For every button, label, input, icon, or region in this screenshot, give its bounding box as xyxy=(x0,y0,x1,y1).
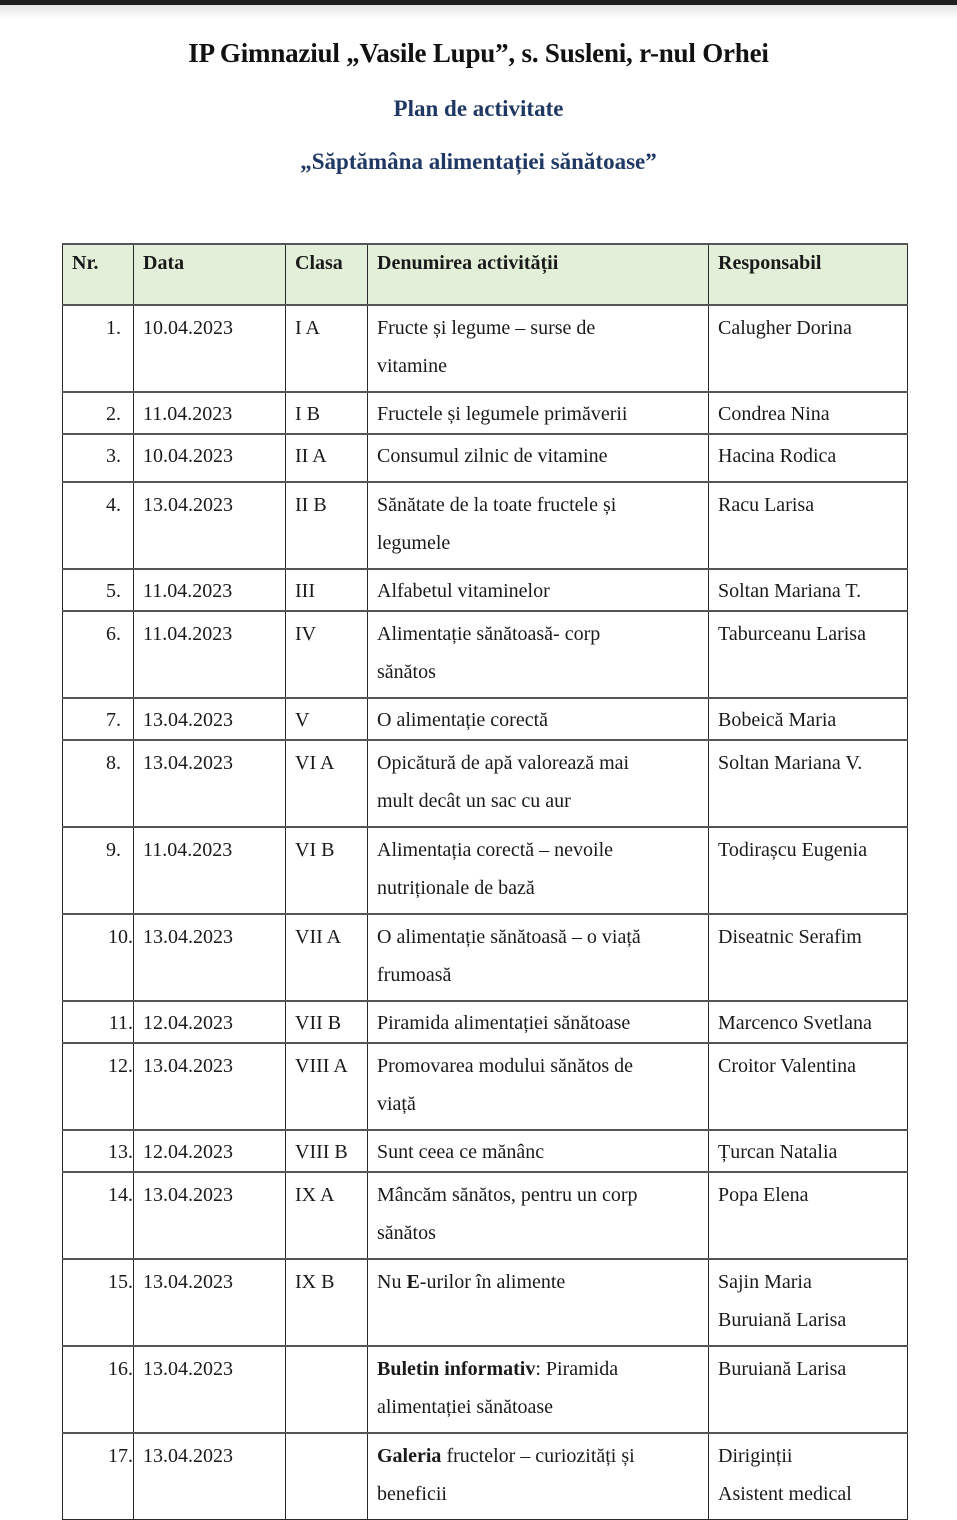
cell-clasa: IX A xyxy=(286,1172,368,1259)
cell-responsabil: Diseatnic Serafim xyxy=(709,914,908,1001)
activity-text: : Piramida xyxy=(535,1358,619,1380)
cell-responsabil: Condrea Nina xyxy=(709,392,908,434)
cell-responsabil: Soltan Mariana V. xyxy=(709,740,908,827)
cell-data: 12.04.2023 xyxy=(134,1130,286,1172)
cell-data: 13.04.2023 xyxy=(134,698,286,740)
cell-data: 12.04.2023 xyxy=(134,1001,286,1043)
cell-activitate: O alimentație corectă xyxy=(368,698,709,740)
cell-nr: 14. xyxy=(63,1172,134,1259)
cell-nr: 8. xyxy=(63,740,134,827)
cell-responsabil: Buruiană Larisa xyxy=(709,1346,908,1433)
cell-responsabil: Țurcan Natalia xyxy=(709,1130,908,1172)
activity-table xyxy=(62,243,908,1520)
event-title: „Săptămâna alimentației sănătoase” xyxy=(300,149,657,174)
cell-activitate: Fructele și legumele primăverii xyxy=(368,392,709,434)
cell-activitate xyxy=(368,914,709,1001)
activity-text: fructelor – curiozități și xyxy=(441,1445,635,1467)
column-header-clasa: Clasa xyxy=(286,244,368,305)
activity-bold-text: Buletin informativ xyxy=(377,1358,536,1380)
cell-responsabil: Soltan Mariana T. xyxy=(709,569,908,611)
cell-responsabil: Popa Elena xyxy=(709,1172,908,1259)
cell-data: 13.04.2023 xyxy=(134,1346,286,1433)
cell-responsabil: Calugher Dorina xyxy=(709,305,908,392)
activity-bold-text: Galeria xyxy=(377,1445,442,1467)
cell-activitate: Piramida alimentației sănătoase xyxy=(368,1001,709,1043)
cell-nr: 7. xyxy=(63,698,134,740)
cell-activitate: Consumul zilnic de vitamine xyxy=(368,434,709,482)
cell-activitate xyxy=(368,1433,709,1520)
cell-data: 11.04.2023 xyxy=(134,827,286,914)
table-row xyxy=(63,434,908,482)
cell-responsabil: Hacina Rodica xyxy=(709,434,908,482)
activity-line: nutriționale de bază xyxy=(377,876,535,899)
cell-activitate xyxy=(368,611,709,698)
cell-data: 13.04.2023 xyxy=(134,1043,286,1130)
table-row xyxy=(63,914,908,1001)
activity-line: Mâncăm sănătos, pentru un corp xyxy=(377,1184,638,1206)
cell-clasa: VI B xyxy=(286,827,368,914)
column-header-nr: Nr. xyxy=(63,244,134,305)
cell-data: 13.04.2023 xyxy=(134,1433,286,1520)
cell-clasa: II A xyxy=(286,434,368,482)
table-row xyxy=(63,698,908,740)
activity-text: Nu xyxy=(377,1271,407,1293)
cell-nr: 9. xyxy=(63,827,134,914)
column-header-data: Data xyxy=(134,244,286,305)
cell-data: 10.04.2023 xyxy=(134,434,286,482)
cell-clasa: II B xyxy=(286,482,368,569)
cell-activitate: Alfabetul vitaminelor xyxy=(368,569,709,611)
table-row xyxy=(63,611,908,698)
cell-clasa xyxy=(286,1433,368,1520)
cell-responsabil: Racu Larisa xyxy=(709,482,908,569)
top-shadow xyxy=(0,5,957,19)
cell-clasa: III xyxy=(286,569,368,611)
activity-line: Alimentația corectă – nevoile xyxy=(377,839,614,861)
cell-data: 13.04.2023 xyxy=(134,1259,286,1346)
cell-nr: 2. xyxy=(63,392,134,434)
table-header-row xyxy=(63,244,908,305)
cell-clasa: VIII A xyxy=(286,1043,368,1130)
cell-responsabil: Croitor Valentina xyxy=(709,1043,908,1130)
table-row xyxy=(63,1346,908,1433)
activity-line: Sănătate de la toate fructele și xyxy=(377,494,617,516)
cell-activitate xyxy=(368,1043,709,1130)
cell-nr: 13. xyxy=(63,1130,134,1172)
activity-text: -urilor în alimente xyxy=(419,1271,566,1293)
activity-line: legumele xyxy=(377,531,451,554)
activity-line xyxy=(377,1351,699,1389)
cell-nr: 1. xyxy=(63,305,134,392)
cell-data: 11.04.2023 xyxy=(134,611,286,698)
cell-clasa: V xyxy=(286,698,368,740)
cell-responsabil: Todirașcu Eugenia xyxy=(709,827,908,914)
cell-clasa xyxy=(286,1346,368,1433)
activity-line: mult decât un sac cu aur xyxy=(377,789,571,812)
cell-clasa: I B xyxy=(286,392,368,434)
cell-nr: 12. xyxy=(63,1043,134,1130)
responsible-line: Diriginții xyxy=(718,1445,793,1467)
table-row xyxy=(63,827,908,914)
table-row xyxy=(63,1433,908,1520)
activity-line: Promovarea modului sănătos de xyxy=(377,1055,634,1077)
table-row xyxy=(63,1172,908,1259)
cell-activitate xyxy=(368,305,709,392)
activity-line: Alimentație sănătoasă- corp xyxy=(377,623,601,645)
responsible-line: Asistent medical xyxy=(718,1482,852,1505)
responsible-line: Sajin Maria xyxy=(718,1271,812,1293)
table-row xyxy=(63,1001,908,1043)
table-row xyxy=(63,1043,908,1130)
activity-bold-text: E xyxy=(406,1271,420,1293)
cell-clasa: VI A xyxy=(286,740,368,827)
activity-line: beneficii xyxy=(377,1482,447,1505)
activity-line: vitamine xyxy=(377,354,447,377)
cell-data: 11.04.2023 xyxy=(134,392,286,434)
cell-data: 13.04.2023 xyxy=(134,482,286,569)
cell-nr: 11. xyxy=(63,1001,134,1043)
cell-activitate xyxy=(368,827,709,914)
cell-data: 13.04.2023 xyxy=(134,1172,286,1259)
cell-nr: 15. xyxy=(63,1259,134,1346)
cell-responsabil: Taburceanu Larisa xyxy=(709,611,908,698)
cell-responsabil xyxy=(709,1259,908,1346)
cell-data: 11.04.2023 xyxy=(134,569,286,611)
activity-line: Opicătură de apă valorează mai xyxy=(377,752,630,774)
cell-activitate xyxy=(368,482,709,569)
cell-activitate xyxy=(368,740,709,827)
cell-nr: 10. xyxy=(63,914,134,1001)
table-row xyxy=(63,1259,908,1346)
responsible-line: Buruiană Larisa xyxy=(718,1308,847,1331)
cell-activitate xyxy=(368,1172,709,1259)
activity-line: O alimentație sănătoasă – o viață xyxy=(377,926,641,948)
document-title: IP Gimnaziul „Vasile Lupu”, s. Susleni, r-nul Orhei xyxy=(188,38,769,68)
activity-line: frumoasă xyxy=(377,963,452,986)
cell-activitate xyxy=(368,1346,709,1433)
cell-nr: 3. xyxy=(63,434,134,482)
cell-nr: 6. xyxy=(63,611,134,698)
cell-nr: 17. xyxy=(63,1433,134,1520)
table-row xyxy=(63,740,908,827)
cell-activitate xyxy=(368,1259,709,1346)
table-row xyxy=(63,569,908,611)
table-row xyxy=(63,305,908,392)
cell-clasa: VIII B xyxy=(286,1130,368,1172)
cell-data: 10.04.2023 xyxy=(134,305,286,392)
activity-line: Fructe și legume – surse de xyxy=(377,317,596,339)
cell-clasa: IV xyxy=(286,611,368,698)
cell-data: 13.04.2023 xyxy=(134,914,286,1001)
activity-line: viață xyxy=(377,1092,416,1115)
column-header-responsabil: Responsabil xyxy=(709,244,908,305)
cell-nr: 16. xyxy=(63,1346,134,1433)
activity-line: alimentației sănătoase xyxy=(377,1395,554,1418)
cell-responsabil: Marcenco Svetlana xyxy=(709,1001,908,1043)
activity-line: sănătos xyxy=(377,660,436,683)
activity-line xyxy=(377,1438,699,1476)
cell-clasa: IX B xyxy=(286,1259,368,1346)
column-header-activitate: Denumirea activității xyxy=(368,244,709,305)
activity-line: sănătos xyxy=(377,1221,436,1244)
cell-nr: 4. xyxy=(63,482,134,569)
cell-responsabil xyxy=(709,1433,908,1520)
table-row xyxy=(63,482,908,569)
cell-nr: 5. xyxy=(63,569,134,611)
cell-data: 13.04.2023 xyxy=(134,740,286,827)
cell-activitate: Sunt ceea ce mănânc xyxy=(368,1130,709,1172)
cell-clasa: I A xyxy=(286,305,368,392)
cell-clasa: VII A xyxy=(286,914,368,1001)
table-row xyxy=(63,392,908,434)
table-row xyxy=(63,1130,908,1172)
cell-responsabil: Bobeică Maria xyxy=(709,698,908,740)
plan-title: Plan de activitate xyxy=(393,96,564,121)
cell-clasa: VII B xyxy=(286,1001,368,1043)
